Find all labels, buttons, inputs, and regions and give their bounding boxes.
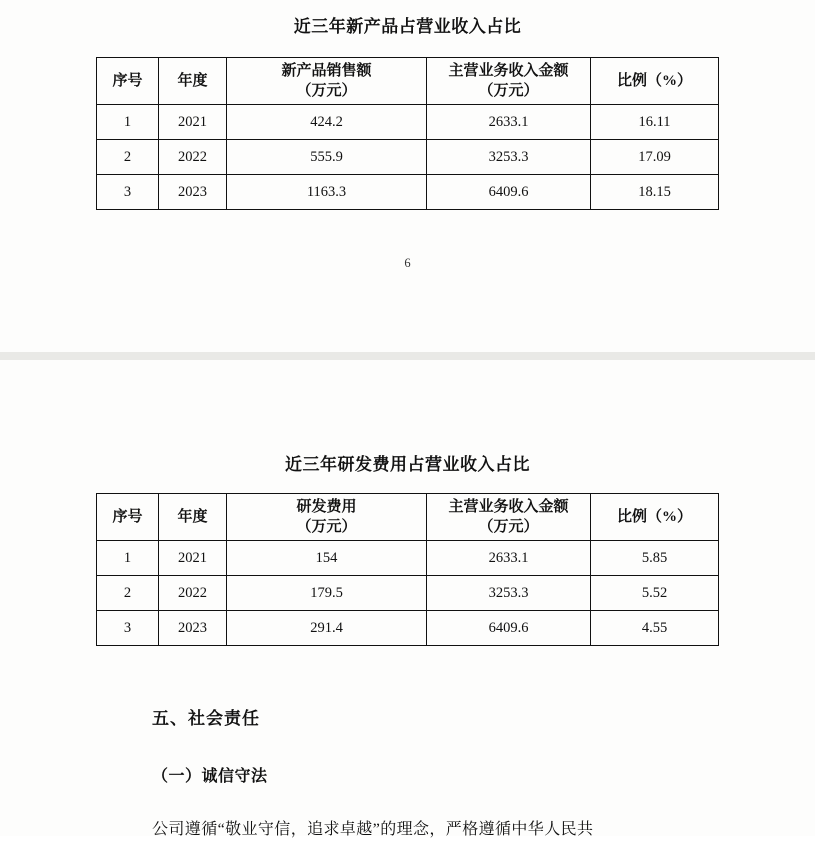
cell-year: 2023 xyxy=(159,175,227,210)
cell-index: 3 xyxy=(97,175,159,210)
header-line2: （万元） xyxy=(296,519,357,535)
cell-main-revenue: 2633.1 xyxy=(427,105,591,140)
section-heading-social-responsibility: 五、社会责任 xyxy=(152,709,260,728)
header-line1: 主营业务收入金额 xyxy=(448,498,569,515)
cell-index: 1 xyxy=(97,105,159,140)
cell-new-product-sales: 555.9 xyxy=(227,140,427,175)
page-separator xyxy=(0,352,815,360)
column-header-new-product-sales xyxy=(227,58,427,105)
cell-year: 2022 xyxy=(159,576,227,611)
header-line1: 比例（%） xyxy=(616,72,692,89)
page-title-bottom: 近三年研发费用占营业收入占比 xyxy=(285,455,530,474)
cell-ratio: 16.11 xyxy=(591,105,719,140)
header-line1: 比例（%） xyxy=(616,508,692,525)
cell-main-revenue: 2633.1 xyxy=(427,541,591,576)
new-product-revenue-table xyxy=(96,57,719,210)
table-row xyxy=(97,611,719,646)
column-header-ratio xyxy=(591,58,719,105)
cell-index: 2 xyxy=(97,140,159,175)
column-header-year xyxy=(159,494,227,541)
table-header-row xyxy=(97,494,719,541)
header-line1: 新产品销售额 xyxy=(281,62,372,79)
document-page-bottom xyxy=(0,360,815,836)
document-page-top xyxy=(0,0,815,352)
cell-ratio: 17.09 xyxy=(591,140,719,175)
header-line1: 序号 xyxy=(112,508,143,525)
cell-ratio: 5.85 xyxy=(591,541,719,576)
page-title-top: 近三年新产品占营业收入占比 xyxy=(293,17,522,36)
cell-index: 2 xyxy=(97,576,159,611)
cell-main-revenue: 6409.6 xyxy=(427,611,591,646)
rnd-expense-revenue-table-wrapper xyxy=(0,493,815,646)
cell-new-product-sales: 424.2 xyxy=(227,105,427,140)
header-line1: 年度 xyxy=(177,72,208,89)
cell-rnd-expense: 291.4 xyxy=(227,611,427,646)
cell-ratio: 4.55 xyxy=(591,611,719,646)
cell-year: 2021 xyxy=(159,105,227,140)
body-paragraph: 公司遵循“敬业守信，追求卓越”的理念，严格遵循中华人民共 xyxy=(152,821,594,838)
column-header-main-revenue xyxy=(427,58,591,105)
column-header-ratio xyxy=(591,494,719,541)
cell-main-revenue: 6409.6 xyxy=(427,175,591,210)
cell-index: 3 xyxy=(97,611,159,646)
page-number-top: 6 xyxy=(404,256,411,270)
cell-rnd-expense: 179.5 xyxy=(227,576,427,611)
header-line1: 研发费用 xyxy=(296,498,357,515)
cell-main-revenue: 3253.3 xyxy=(427,140,591,175)
cell-ratio: 5.52 xyxy=(591,576,719,611)
cell-main-revenue: 3253.3 xyxy=(427,576,591,611)
header-line1: 年度 xyxy=(177,508,208,525)
header-line2: （万元） xyxy=(296,83,357,99)
cell-year: 2022 xyxy=(159,140,227,175)
table-row xyxy=(97,541,719,576)
cell-new-product-sales: 1163.3 xyxy=(227,175,427,210)
cell-year: 2021 xyxy=(159,541,227,576)
table-row xyxy=(97,175,719,210)
table-header-row xyxy=(97,58,719,105)
cell-index: 1 xyxy=(97,541,159,576)
table-row xyxy=(97,140,719,175)
column-header-index xyxy=(97,58,159,105)
cell-rnd-expense: 154 xyxy=(227,541,427,576)
cell-ratio: 18.15 xyxy=(591,175,719,210)
header-line1: 序号 xyxy=(112,72,143,89)
column-header-year xyxy=(159,58,227,105)
sub-heading-integrity-law: （一）诚信守法 xyxy=(152,768,268,785)
rnd-expense-revenue-table xyxy=(96,493,719,646)
column-header-main-revenue xyxy=(427,494,591,541)
header-line1: 主营业务收入金额 xyxy=(448,62,569,79)
cell-year: 2023 xyxy=(159,611,227,646)
new-product-revenue-table-wrapper xyxy=(0,57,815,210)
table-row xyxy=(97,576,719,611)
column-header-index xyxy=(97,494,159,541)
header-line2: （万元） xyxy=(478,83,539,99)
table-row xyxy=(97,105,719,140)
header-line2: （万元） xyxy=(478,519,539,535)
column-header-rnd-expense xyxy=(227,494,427,541)
